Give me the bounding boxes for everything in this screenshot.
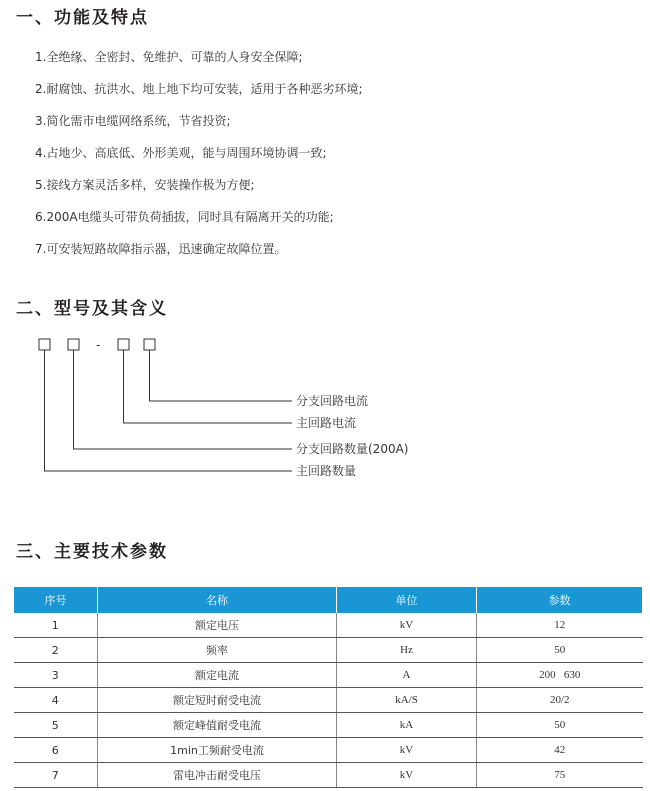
cell-value: 50 (477, 713, 643, 738)
spec-table (13, 587, 643, 788)
model-box-branch-count (68, 339, 79, 350)
col-header-index: 序号 (14, 587, 98, 613)
label-branch-current: 分支回路电流 (296, 394, 369, 408)
cell-index: 2 (14, 638, 98, 663)
cell-value: 75 (477, 763, 643, 788)
col-header-value: 参数 (477, 587, 643, 613)
cell-index: 6 (14, 738, 98, 763)
cell-index: 1 (14, 613, 98, 638)
feature-item: 7.可安装短路故障指示器，迅速确定故障位置。 (35, 242, 287, 256)
feature-item: 6.200A电缆头可带负荷插拔，同时具有隔离开关的功能; (35, 210, 334, 224)
leader-line (150, 350, 293, 401)
model-box-main-current (118, 339, 129, 350)
table-row (14, 713, 643, 738)
cell-name: 额定短时耐受电流 (98, 688, 337, 713)
feature-item: 2.耐腐蚀、抗洪水、地上地下均可安装，适用于各种恶劣环境; (35, 82, 363, 96)
cell-value: 200 630 (477, 663, 643, 688)
model-box-main-count (39, 339, 50, 350)
cell-unit: A (337, 663, 477, 688)
cell-unit: kV (337, 613, 477, 638)
cell-unit: Hz (337, 638, 477, 663)
cell-name: 雷电冲击耐受电压 (98, 763, 337, 788)
cell-value: 20/2 (477, 688, 643, 713)
section-title-features: 一、功能及特点 (16, 8, 149, 28)
leader-line (124, 350, 293, 423)
table-row (14, 738, 643, 763)
feature-item: 3.简化需市电缆网络系统，节省投资; (35, 114, 231, 128)
feature-item: 1.全绝缘、全密封、免维护、可靠的人身安全保障; (35, 50, 303, 64)
leader-line (74, 350, 293, 449)
cell-unit: kV (337, 738, 477, 763)
model-dash: - (96, 338, 101, 352)
model-box-branch-current (144, 339, 155, 350)
label-main-current: 主回路电流 (296, 416, 357, 430)
cell-unit: kA/S (337, 688, 477, 713)
table-header-row (14, 587, 643, 613)
cell-name: 额定电压 (98, 613, 337, 638)
feature-item: 4.占地少、高底低、外形美观，能与周围环境协调一致; (35, 146, 327, 160)
table-row (14, 663, 643, 688)
cell-unit: kV (337, 763, 477, 788)
section-title-model: 二、型号及其含义 (16, 299, 168, 319)
label-branch-count: 分支回路数量(200A) (296, 442, 409, 456)
cell-index: 3 (14, 663, 98, 688)
cell-name: 1min工频耐受电流 (98, 738, 337, 763)
table-row (14, 763, 643, 788)
cell-index: 7 (14, 763, 98, 788)
cell-index: 4 (14, 688, 98, 713)
cell-name: 频率 (98, 638, 337, 663)
cell-index: 5 (14, 713, 98, 738)
cell-name: 额定电流 (98, 663, 337, 688)
table-row (14, 613, 643, 638)
leader-line (45, 350, 293, 471)
label-main-count: 主回路数量 (296, 464, 357, 478)
feature-item: 5.接线方案灵活多样，安装操作极为方便; (35, 178, 255, 192)
cell-value: 42 (477, 738, 643, 763)
model-code-diagram (0, 330, 650, 490)
cell-name: 额定峰值耐受电流 (98, 713, 337, 738)
section-title-specs: 三、主要技术参数 (16, 542, 168, 562)
col-header-name: 名称 (98, 587, 337, 613)
cell-value: 50 (477, 638, 643, 663)
col-header-unit: 单位 (337, 587, 477, 613)
table-row (14, 688, 643, 713)
cell-unit: kA (337, 713, 477, 738)
cell-value: 12 (477, 613, 643, 638)
table-row (14, 638, 643, 663)
